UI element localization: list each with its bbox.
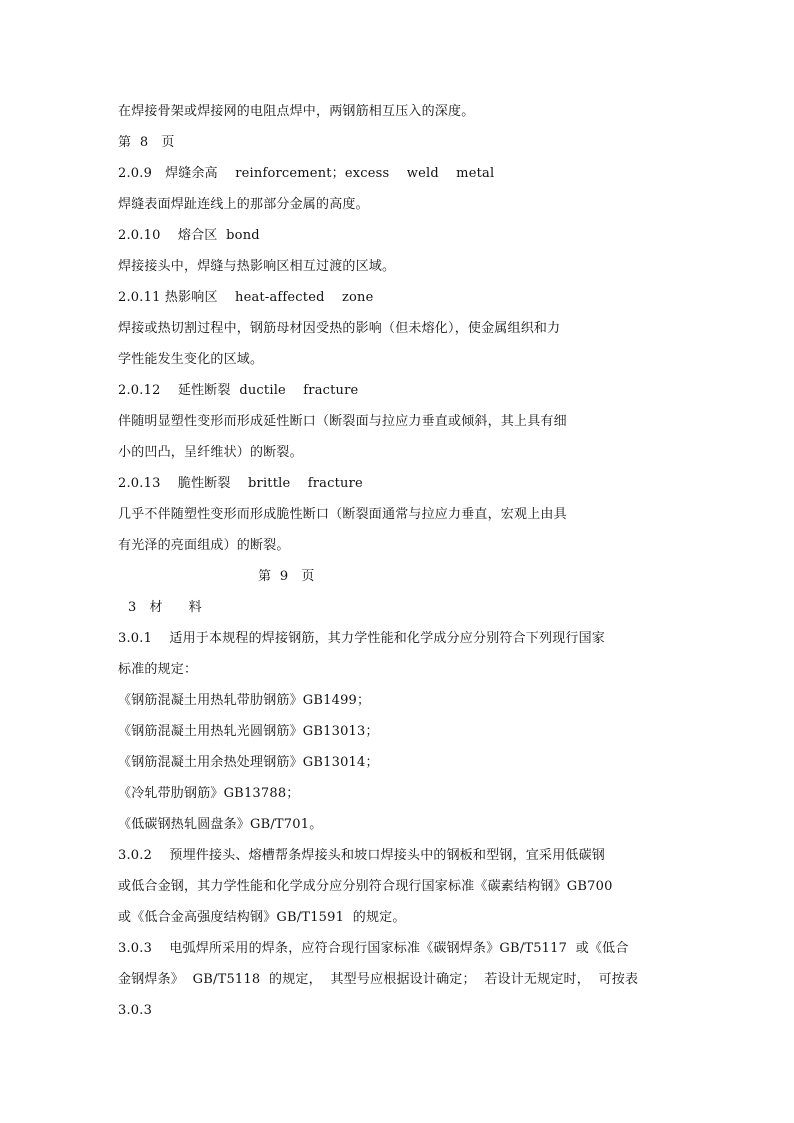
term-heading: 2.0.12 延性断裂 ductile fracture: [118, 383, 359, 398]
clause-text: 3.0.3: [118, 1003, 153, 1018]
clause-text: 3.0.2 预埋件接头、熔槽帮条焊接头和坡口焊接头中的钢板和型钢，宜采用低碳钢: [118, 848, 606, 863]
term-definition: 几乎不伴随塑性变形而形成脆性断口（断裂面通常与拉应力垂直，宏观上由具: [118, 507, 567, 522]
term-heading: 2.0.10 熔合区 bond: [118, 228, 260, 243]
term-definition: 焊缝表面焊趾连线上的那部分金属的高度。: [118, 197, 369, 212]
clause-text: 金钢焊条》 GB/T5118 的规定， 其型号应根据设计确定； 若设计无规定时， 可按表: [118, 972, 639, 987]
text-line: 在焊接骨架或焊接网的电阻点焊中，两钢筋相互压入的深度。: [118, 104, 475, 119]
term-definition: 焊接或热切割过程中，钢筋母材因受热的影响（但未熔化），使金属组织和力: [118, 321, 561, 336]
term-definition: 有光泽的亮面组成）的断裂。: [118, 538, 290, 553]
term-definition: 伴随明显塑性变形而形成延性断口（断裂面与拉应力垂直或倾斜，其上具有细: [118, 414, 567, 429]
term-definition: 小的凹凸，呈纤维状）的断裂。: [118, 445, 303, 460]
section-heading: 3 材 料: [128, 600, 202, 615]
standard-reference: 《钢筋混凝土用热轧带肋钢筋》GB1499；: [118, 693, 371, 708]
standard-reference: 《低碳钢热轧圆盘条》GB/T701。: [118, 817, 323, 832]
page-number: 第 9 页: [258, 569, 315, 584]
term-definition: 学性能发生变化的区域。: [118, 352, 264, 367]
clause-text: 或低合金钢，其力学性能和化学成分应分别符合现行国家标准《碳素结构钢》GB700: [118, 879, 613, 894]
term-heading: 2.0.9 焊缝余高 reinforcement；excess weld metal: [118, 166, 495, 181]
standard-reference: 《钢筋混凝土用余热处理钢筋》GB13014；: [118, 755, 379, 770]
standard-reference: 《冷轧带肋钢筋》GB13788；: [118, 786, 300, 801]
term-definition: 焊接接头中，焊缝与热影响区相互过渡的区域。: [118, 259, 396, 274]
page-number: 第 8 页: [118, 135, 175, 150]
term-heading: 2.0.11 热影响区 heat-affected zone: [118, 290, 374, 305]
clause-text: 或《低合金高强度结构钢》GB/T1591 的规定。: [118, 910, 406, 925]
clause-text: 标准的规定：: [118, 662, 198, 677]
clause-text: 3.0.3 电弧焊所采用的焊条，应符合现行国家标准《碳钢焊条》GB/T5117 或《低合: [118, 941, 629, 956]
term-heading: 2.0.13 脆性断裂 brittle fracture: [118, 476, 363, 491]
standard-reference: 《钢筋混凝土用热轧光圆钢筋》GB13013；: [118, 724, 379, 739]
clause-text: 3.0.1 适用于本规程的焊接钢筋，其力学性能和化学成分应分别符合下列现行国家: [118, 631, 606, 646]
